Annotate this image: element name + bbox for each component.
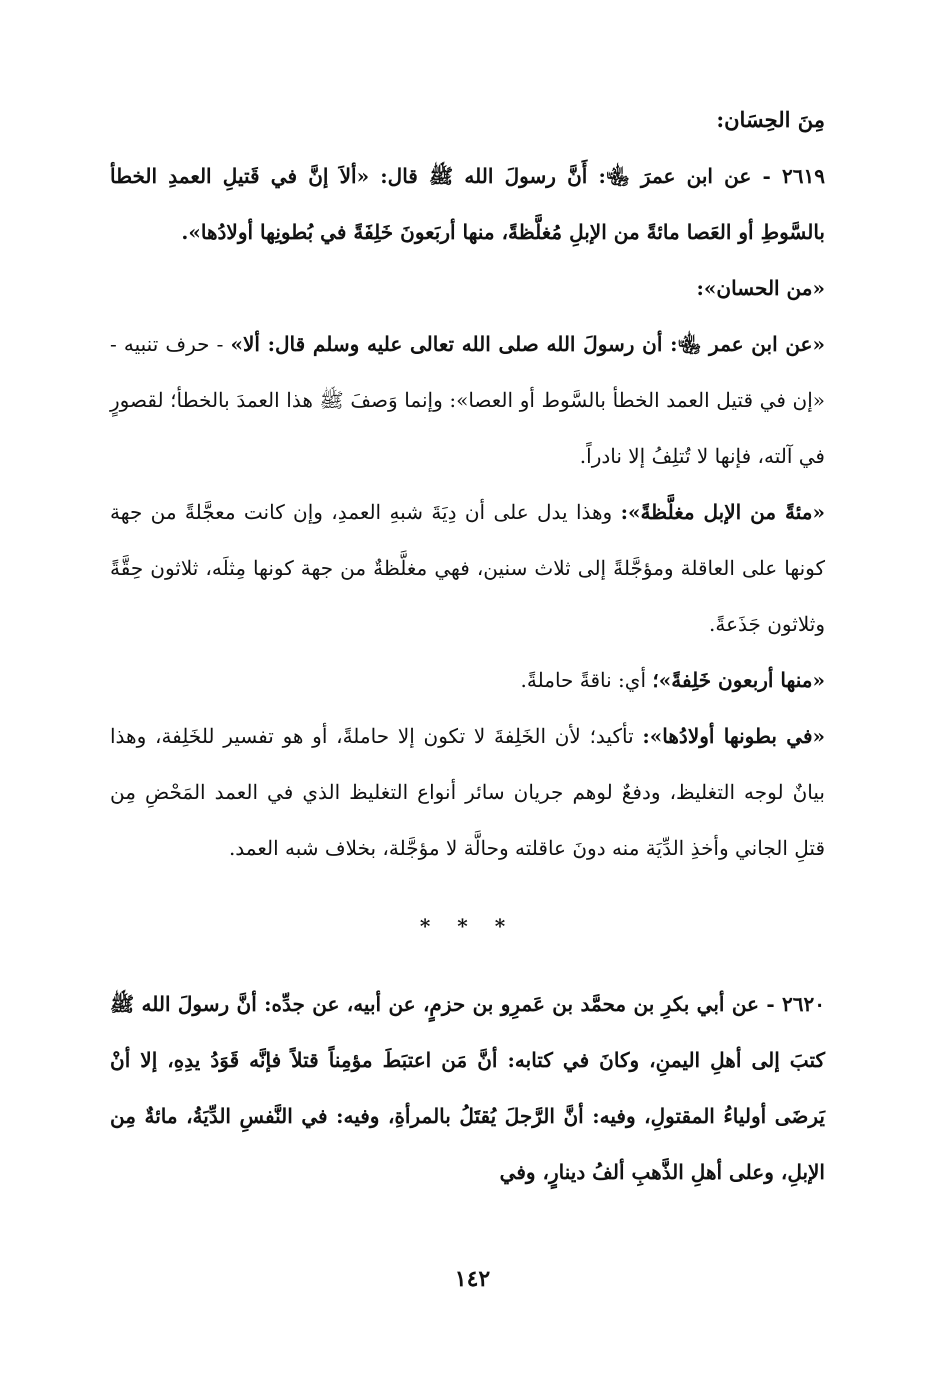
- commentary-text: تأكيد؛ لأن الخَلِفةَ لا تكون إلا حاملةً، أو هو تفسير للخَلِفة، وهذا بيانٌ لوجه التغليظ، ودفعٌ لوهم جريان سائر أنواع التغليظ الذي في العمد المَحْضِ مِن قتلِ الجاني وأخذِ الدِّيَة منه دونَ عاقلته وحالَّة لا مؤجَّلة، بخلاف شبه العمد.: [110, 724, 825, 860]
- commentary-paragraph-2: [110, 484, 825, 652]
- hadith-number: ٢٦١٩: [782, 164, 825, 188]
- commentary-text: وهذا يدل على أن دِيَةَ شبهِ العمدِ، وإن كانت معجَّلةً من جهة كونها على العاقلة ومؤجَّلةً إلى ثلاث سنين، فهي مغلَّظةٌ من جهة كونها مِثلَه، ثلاثون حِقَّةً وثلاثون جَذَعةً.: [110, 500, 825, 636]
- commentary-lemma: «منها أربعون خَلِفةً»؛: [652, 668, 825, 692]
- commentary-paragraph-3: [110, 652, 825, 708]
- hadith-2620: [110, 976, 825, 1200]
- commentary-text: أي: ناقةً حاملةً.: [520, 668, 647, 692]
- hadith-dash: -: [758, 992, 775, 1016]
- commentary-paragraph-1: [110, 316, 825, 484]
- hadith-dash: -: [751, 164, 771, 188]
- commentary-text: - حرف تنبيه - «إن في قتيل العمد الخطأ بالسَّوط أو العصا»: وإنما وَصفَ ﷺ هذا العمدَ بالخطأ؛ لقصورٍ في آلته، فإنها لا تُتلِفُ إلا نادراً.: [110, 332, 825, 468]
- commentary-paragraph-4: [110, 708, 825, 876]
- hadith-text: عن أبي بكرِ بن محمَّد بن عَمرِو بن حزمٍ، عن أبيه، عن جدِّه: أنَّ رسولَ الله ﷺ كتبَ إلى أهلِ اليمنِ، وكانَ في كتابه: أنَّ مَن اعتبَطَ مؤمِناً قتلاً فإنَّه قَوَدُ يدِهِ، إلا أنْ يَرضَى أولياءُ المقتولِ، وفيه: أنَّ الرَّجلَ يُقتَلُ بالمرأةِ، وفيه: في النَّفسِ الدِّيَةُ، مائةٌ مِن الإبلِ، وعلى أهلِ الذَّهبِ ألفُ دينارٍ، وفي: [110, 992, 825, 1184]
- section-separator: * * *: [419, 914, 516, 938]
- page-number: ١٤٢: [454, 1266, 491, 1292]
- hadith-2619: [110, 148, 825, 260]
- commentary-lemma: «مئةً من الإبل مغلَّظةً»:: [620, 500, 826, 524]
- section-heading: مِنَ الحِسَان:: [716, 107, 825, 132]
- commentary-lemma: «في بطونها أولادُها»:: [642, 724, 826, 748]
- page-body: [110, 92, 825, 1200]
- hadith-number: ٢٦٢٠: [782, 992, 825, 1016]
- hadith-text: عن ابن عمرَ ﵄: أَنَّ رسولَ الله ﷺ قال: «ألاَ إنَّ في قَتيلِ العمدِ الخطأ بالسَّوطِ أو العَصا مائةً من الإبلِ مُغلَّظةً، منها أربَعونَ خَلِفَةً في بُطونِها أولادُها».: [110, 164, 825, 244]
- commentary-heading: «من الحسان»:: [696, 276, 825, 300]
- commentary-lemma: «عن ابن عمر ﵄: أن رسولَ الله صلى الله تعالى عليه وسلم قال: ألا»: [230, 332, 825, 356]
